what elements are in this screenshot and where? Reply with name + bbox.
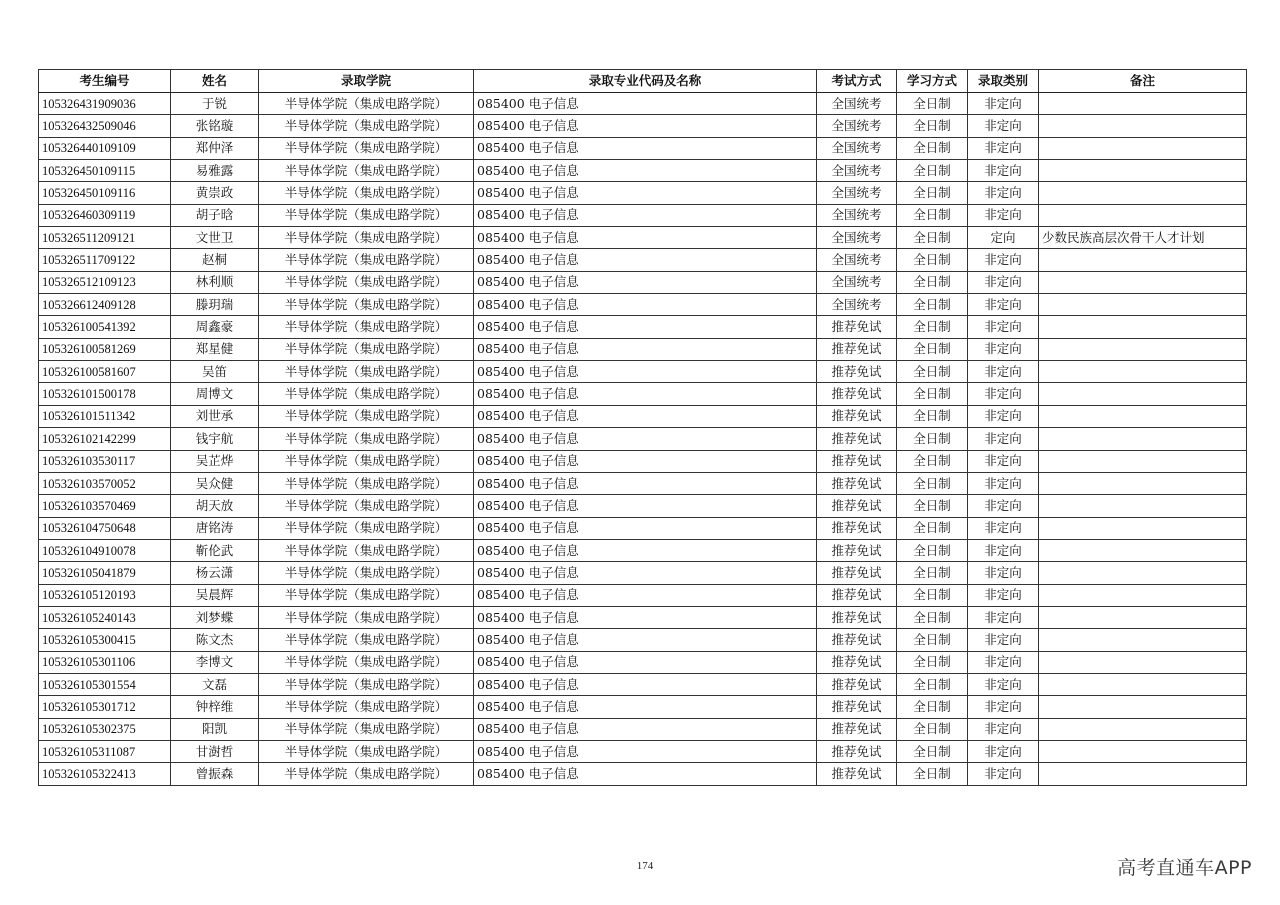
cell-major: 085400 电子信息 <box>474 539 817 561</box>
cell-study-mode: 全日制 <box>897 227 968 249</box>
cell-name: 吴众健 <box>171 472 259 494</box>
cell-category: 非定向 <box>968 629 1039 651</box>
cell-category: 非定向 <box>968 763 1039 785</box>
cell-candidate-id: 105326431909036 <box>39 93 171 115</box>
cell-study-mode: 全日制 <box>897 763 968 785</box>
table-row <box>39 517 1247 539</box>
cell-exam-mode: 全国统考 <box>817 93 897 115</box>
cell-category: 非定向 <box>968 383 1039 405</box>
table-row <box>39 472 1247 494</box>
cell-candidate-id: 105326103570052 <box>39 472 171 494</box>
cell-candidate-id: 105326100581607 <box>39 361 171 383</box>
cell-category: 非定向 <box>968 673 1039 695</box>
cell-school: 半导体学院（集成电路学院） <box>259 294 474 316</box>
cell-name: 林利顺 <box>171 271 259 293</box>
cell-study-mode: 全日制 <box>897 160 968 182</box>
cell-study-mode: 全日制 <box>897 115 968 137</box>
cell-study-mode: 全日制 <box>897 316 968 338</box>
cell-major: 085400 电子信息 <box>474 651 817 673</box>
cell-remarks <box>1039 316 1247 338</box>
cell-major: 085400 电子信息 <box>474 718 817 740</box>
cell-exam-mode: 推荐免试 <box>817 718 897 740</box>
cell-category: 非定向 <box>968 517 1039 539</box>
cell-major: 085400 电子信息 <box>474 294 817 316</box>
cell-name: 文磊 <box>171 673 259 695</box>
table-row <box>39 383 1247 405</box>
cell-major: 085400 电子信息 <box>474 182 817 204</box>
cell-exam-mode: 推荐免试 <box>817 517 897 539</box>
cell-school: 半导体学院（集成电路学院） <box>259 629 474 651</box>
cell-school: 半导体学院（集成电路学院） <box>259 740 474 762</box>
cell-major: 085400 电子信息 <box>474 204 817 226</box>
cell-study-mode: 全日制 <box>897 338 968 360</box>
cell-category: 非定向 <box>968 93 1039 115</box>
cell-category: 非定向 <box>968 249 1039 271</box>
cell-study-mode: 全日制 <box>897 450 968 472</box>
cell-remarks <box>1039 673 1247 695</box>
cell-name: 杨云潇 <box>171 562 259 584</box>
cell-school: 半导体学院（集成电路学院） <box>259 562 474 584</box>
cell-study-mode: 全日制 <box>897 495 968 517</box>
cell-candidate-id: 105326105300415 <box>39 629 171 651</box>
cell-school: 半导体学院（集成电路学院） <box>259 338 474 360</box>
cell-category: 非定向 <box>968 651 1039 673</box>
cell-school: 半导体学院（集成电路学院） <box>259 673 474 695</box>
cell-name: 靳伦武 <box>171 539 259 561</box>
table-row <box>39 718 1247 740</box>
cell-remarks <box>1039 450 1247 472</box>
cell-study-mode: 全日制 <box>897 249 968 271</box>
cell-school: 半导体学院（集成电路学院） <box>259 115 474 137</box>
cell-candidate-id: 105326105041879 <box>39 562 171 584</box>
cell-major: 085400 电子信息 <box>474 562 817 584</box>
cell-candidate-id: 105326450109115 <box>39 160 171 182</box>
cell-school: 半导体学院（集成电路学院） <box>259 93 474 115</box>
header-study-mode: 学习方式 <box>897 70 968 93</box>
cell-school: 半导体学院（集成电路学院） <box>259 450 474 472</box>
cell-name: 胡天放 <box>171 495 259 517</box>
cell-major: 085400 电子信息 <box>474 472 817 494</box>
cell-candidate-id: 105326432509046 <box>39 115 171 137</box>
cell-candidate-id: 105326102142299 <box>39 428 171 450</box>
table-row <box>39 361 1247 383</box>
cell-school: 半导体学院（集成电路学院） <box>259 718 474 740</box>
cell-name: 钱宇航 <box>171 428 259 450</box>
cell-name: 阳凯 <box>171 718 259 740</box>
cell-study-mode: 全日制 <box>897 718 968 740</box>
cell-study-mode: 全日制 <box>897 673 968 695</box>
cell-name: 黄崇政 <box>171 182 259 204</box>
cell-exam-mode: 推荐免试 <box>817 361 897 383</box>
cell-major: 085400 电子信息 <box>474 763 817 785</box>
header-candidate-id: 考生编号 <box>39 70 171 93</box>
cell-category: 非定向 <box>968 718 1039 740</box>
cell-name: 陈文杰 <box>171 629 259 651</box>
cell-study-mode: 全日制 <box>897 294 968 316</box>
cell-major: 085400 电子信息 <box>474 673 817 695</box>
cell-remarks <box>1039 495 1247 517</box>
cell-name: 甘澍哲 <box>171 740 259 762</box>
cell-school: 半导体学院（集成电路学院） <box>259 249 474 271</box>
cell-school: 半导体学院（集成电路学院） <box>259 651 474 673</box>
cell-major: 085400 电子信息 <box>474 696 817 718</box>
cell-study-mode: 全日制 <box>897 562 968 584</box>
cell-exam-mode: 全国统考 <box>817 137 897 159</box>
header-major: 录取专业代码及名称 <box>474 70 817 93</box>
cell-name: 周博文 <box>171 383 259 405</box>
table-row <box>39 338 1247 360</box>
cell-major: 085400 电子信息 <box>474 740 817 762</box>
cell-major: 085400 电子信息 <box>474 160 817 182</box>
cell-major: 085400 电子信息 <box>474 383 817 405</box>
cell-category: 非定向 <box>968 740 1039 762</box>
cell-school: 半导体学院（集成电路学院） <box>259 584 474 606</box>
cell-category: 非定向 <box>968 294 1039 316</box>
cell-candidate-id: 105326100541392 <box>39 316 171 338</box>
cell-category: 非定向 <box>968 606 1039 628</box>
table-row <box>39 405 1247 427</box>
cell-major: 085400 电子信息 <box>474 115 817 137</box>
cell-school: 半导体学院（集成电路学院） <box>259 696 474 718</box>
cell-name: 滕玥瑞 <box>171 294 259 316</box>
cell-category: 非定向 <box>968 115 1039 137</box>
table-row <box>39 696 1247 718</box>
cell-name: 易雅露 <box>171 160 259 182</box>
table-row <box>39 651 1247 673</box>
cell-remarks <box>1039 249 1247 271</box>
cell-school: 半导体学院（集成电路学院） <box>259 517 474 539</box>
cell-remarks <box>1039 696 1247 718</box>
table-row <box>39 428 1247 450</box>
cell-name: 吴芷烨 <box>171 450 259 472</box>
cell-name: 周鑫豪 <box>171 316 259 338</box>
cell-remarks <box>1039 294 1247 316</box>
cell-exam-mode: 全国统考 <box>817 249 897 271</box>
cell-remarks <box>1039 361 1247 383</box>
cell-major: 085400 电子信息 <box>474 450 817 472</box>
header-category: 录取类别 <box>968 70 1039 93</box>
cell-major: 085400 电子信息 <box>474 405 817 427</box>
cell-remarks <box>1039 271 1247 293</box>
cell-school: 半导体学院（集成电路学院） <box>259 271 474 293</box>
cell-exam-mode: 推荐免试 <box>817 405 897 427</box>
cell-name: 郑星健 <box>171 338 259 360</box>
cell-candidate-id: 105326103570469 <box>39 495 171 517</box>
table-row <box>39 629 1247 651</box>
header-name: 姓名 <box>171 70 259 93</box>
cell-candidate-id: 105326101511342 <box>39 405 171 427</box>
cell-study-mode: 全日制 <box>897 584 968 606</box>
cell-name: 刘梦蝶 <box>171 606 259 628</box>
cell-study-mode: 全日制 <box>897 93 968 115</box>
cell-study-mode: 全日制 <box>897 137 968 159</box>
header-school: 录取学院 <box>259 70 474 93</box>
cell-candidate-id: 105326105302375 <box>39 718 171 740</box>
table-row <box>39 763 1247 785</box>
table-row <box>39 160 1247 182</box>
cell-category: 非定向 <box>968 472 1039 494</box>
cell-remarks <box>1039 338 1247 360</box>
cell-study-mode: 全日制 <box>897 182 968 204</box>
cell-study-mode: 全日制 <box>897 361 968 383</box>
cell-name: 曾振森 <box>171 763 259 785</box>
cell-major: 085400 电子信息 <box>474 428 817 450</box>
cell-candidate-id: 105326101500178 <box>39 383 171 405</box>
cell-candidate-id: 105326460309119 <box>39 204 171 226</box>
cell-exam-mode: 全国统考 <box>817 115 897 137</box>
cell-category: 非定向 <box>968 405 1039 427</box>
cell-exam-mode: 全国统考 <box>817 271 897 293</box>
cell-major: 085400 电子信息 <box>474 517 817 539</box>
cell-study-mode: 全日制 <box>897 651 968 673</box>
cell-school: 半导体学院（集成电路学院） <box>259 606 474 628</box>
cell-remarks <box>1039 115 1247 137</box>
cell-remarks <box>1039 763 1247 785</box>
table-row <box>39 115 1247 137</box>
cell-exam-mode: 推荐免试 <box>817 673 897 695</box>
cell-exam-mode: 推荐免试 <box>817 629 897 651</box>
cell-exam-mode: 推荐免试 <box>817 338 897 360</box>
cell-school: 半导体学院（集成电路学院） <box>259 383 474 405</box>
cell-study-mode: 全日制 <box>897 629 968 651</box>
cell-exam-mode: 全国统考 <box>817 204 897 226</box>
cell-remarks <box>1039 204 1247 226</box>
cell-category: 非定向 <box>968 316 1039 338</box>
cell-name: 吴笛 <box>171 361 259 383</box>
cell-candidate-id: 105326105322413 <box>39 763 171 785</box>
cell-major: 085400 电子信息 <box>474 629 817 651</box>
cell-candidate-id: 105326105301106 <box>39 651 171 673</box>
cell-major: 085400 电子信息 <box>474 93 817 115</box>
cell-study-mode: 全日制 <box>897 383 968 405</box>
cell-remarks <box>1039 718 1247 740</box>
cell-remarks <box>1039 517 1247 539</box>
cell-study-mode: 全日制 <box>897 271 968 293</box>
cell-remarks <box>1039 606 1247 628</box>
cell-name: 胡子晗 <box>171 204 259 226</box>
cell-study-mode: 全日制 <box>897 539 968 561</box>
cell-category: 非定向 <box>968 182 1039 204</box>
cell-study-mode: 全日制 <box>897 517 968 539</box>
table-row <box>39 294 1247 316</box>
table-row <box>39 495 1247 517</box>
table-row <box>39 137 1247 159</box>
cell-candidate-id: 105326103530117 <box>39 450 171 472</box>
table-row <box>39 316 1247 338</box>
cell-major: 085400 电子信息 <box>474 271 817 293</box>
cell-remarks <box>1039 629 1247 651</box>
cell-candidate-id: 105326105240143 <box>39 606 171 628</box>
cell-name: 郑仲泽 <box>171 137 259 159</box>
cell-candidate-id: 105326105311087 <box>39 740 171 762</box>
cell-study-mode: 全日制 <box>897 204 968 226</box>
cell-school: 半导体学院（集成电路学院） <box>259 182 474 204</box>
cell-exam-mode: 推荐免试 <box>817 651 897 673</box>
cell-major: 085400 电子信息 <box>474 316 817 338</box>
cell-name: 张铭璇 <box>171 115 259 137</box>
cell-remarks <box>1039 562 1247 584</box>
cell-exam-mode: 推荐免试 <box>817 562 897 584</box>
cell-candidate-id: 105326100581269 <box>39 338 171 360</box>
table-body <box>39 93 1247 786</box>
cell-major: 085400 电子信息 <box>474 584 817 606</box>
table-row <box>39 539 1247 561</box>
cell-name: 于锐 <box>171 93 259 115</box>
cell-category: 非定向 <box>968 562 1039 584</box>
header-exam-mode: 考试方式 <box>817 70 897 93</box>
cell-remarks <box>1039 584 1247 606</box>
cell-candidate-id: 105326105301554 <box>39 673 171 695</box>
watermark-logo-text: 高考直通车APP <box>1117 857 1252 879</box>
cell-candidate-id: 105326450109116 <box>39 182 171 204</box>
cell-school: 半导体学院（集成电路学院） <box>259 763 474 785</box>
cell-candidate-id: 105326104750648 <box>39 517 171 539</box>
cell-remarks <box>1039 383 1247 405</box>
cell-candidate-id: 105326105301712 <box>39 696 171 718</box>
table-row <box>39 450 1247 472</box>
cell-exam-mode: 推荐免试 <box>817 428 897 450</box>
cell-major: 085400 电子信息 <box>474 137 817 159</box>
cell-category: 非定向 <box>968 450 1039 472</box>
cell-candidate-id: 105326105120193 <box>39 584 171 606</box>
cell-major: 085400 电子信息 <box>474 606 817 628</box>
cell-category: 非定向 <box>968 160 1039 182</box>
cell-category: 非定向 <box>968 495 1039 517</box>
cell-category: 非定向 <box>968 271 1039 293</box>
cell-study-mode: 全日制 <box>897 606 968 628</box>
cell-exam-mode: 推荐免试 <box>817 740 897 762</box>
cell-study-mode: 全日制 <box>897 696 968 718</box>
cell-name: 刘世承 <box>171 405 259 427</box>
cell-remarks <box>1039 182 1247 204</box>
table-row <box>39 227 1247 249</box>
cell-exam-mode: 推荐免试 <box>817 472 897 494</box>
table-header-row <box>39 70 1247 93</box>
header-remarks: 备注 <box>1039 70 1247 93</box>
cell-candidate-id: 105326512109123 <box>39 271 171 293</box>
table-row <box>39 93 1247 115</box>
table-row <box>39 562 1247 584</box>
cell-remarks <box>1039 740 1247 762</box>
cell-school: 半导体学院（集成电路学院） <box>259 160 474 182</box>
cell-candidate-id: 105326612409128 <box>39 294 171 316</box>
cell-school: 半导体学院（集成电路学院） <box>259 204 474 226</box>
cell-category: 非定向 <box>968 696 1039 718</box>
cell-candidate-id: 105326511709122 <box>39 249 171 271</box>
cell-school: 半导体学院（集成电路学院） <box>259 137 474 159</box>
cell-candidate-id: 105326511209121 <box>39 227 171 249</box>
cell-school: 半导体学院（集成电路学院） <box>259 472 474 494</box>
table-row <box>39 271 1247 293</box>
table-row <box>39 606 1247 628</box>
cell-study-mode: 全日制 <box>897 740 968 762</box>
cell-exam-mode: 推荐免试 <box>817 450 897 472</box>
cell-remarks <box>1039 428 1247 450</box>
cell-category: 非定向 <box>968 204 1039 226</box>
cell-name: 吴晨辉 <box>171 584 259 606</box>
cell-remarks <box>1039 137 1247 159</box>
cell-remarks: 少数民族高层次骨干人才计划 <box>1039 227 1247 249</box>
cell-exam-mode: 推荐免试 <box>817 696 897 718</box>
cell-category: 非定向 <box>968 361 1039 383</box>
admission-table <box>38 69 1247 786</box>
table-row <box>39 673 1247 695</box>
cell-exam-mode: 全国统考 <box>817 182 897 204</box>
cell-category: 非定向 <box>968 428 1039 450</box>
cell-study-mode: 全日制 <box>897 428 968 450</box>
cell-major: 085400 电子信息 <box>474 249 817 271</box>
cell-exam-mode: 推荐免试 <box>817 539 897 561</box>
cell-school: 半导体学院（集成电路学院） <box>259 405 474 427</box>
cell-name: 钟梓维 <box>171 696 259 718</box>
cell-category: 非定向 <box>968 338 1039 360</box>
cell-candidate-id: 105326104910078 <box>39 539 171 561</box>
table-row <box>39 584 1247 606</box>
cell-candidate-id: 105326440109109 <box>39 137 171 159</box>
cell-exam-mode: 推荐免试 <box>817 316 897 338</box>
table-row <box>39 204 1247 226</box>
cell-school: 半导体学院（集成电路学院） <box>259 539 474 561</box>
cell-name: 唐铭涛 <box>171 517 259 539</box>
table-row <box>39 182 1247 204</box>
cell-category: 非定向 <box>968 539 1039 561</box>
cell-major: 085400 电子信息 <box>474 495 817 517</box>
cell-name: 李博文 <box>171 651 259 673</box>
cell-remarks <box>1039 93 1247 115</box>
cell-category: 非定向 <box>968 584 1039 606</box>
cell-exam-mode: 推荐免试 <box>817 383 897 405</box>
cell-name: 赵桐 <box>171 249 259 271</box>
cell-exam-mode: 全国统考 <box>817 227 897 249</box>
cell-school: 半导体学院（集成电路学院） <box>259 361 474 383</box>
cell-name: 文世卫 <box>171 227 259 249</box>
cell-school: 半导体学院（集成电路学院） <box>259 495 474 517</box>
cell-remarks <box>1039 651 1247 673</box>
cell-study-mode: 全日制 <box>897 472 968 494</box>
cell-exam-mode: 推荐免试 <box>817 584 897 606</box>
cell-category: 非定向 <box>968 137 1039 159</box>
cell-exam-mode: 全国统考 <box>817 294 897 316</box>
cell-exam-mode: 全国统考 <box>817 160 897 182</box>
cell-exam-mode: 推荐免试 <box>817 495 897 517</box>
table-row <box>39 740 1247 762</box>
cell-school: 半导体学院（集成电路学院） <box>259 316 474 338</box>
cell-school: 半导体学院（集成电路学院） <box>259 227 474 249</box>
cell-remarks <box>1039 160 1247 182</box>
cell-major: 085400 电子信息 <box>474 361 817 383</box>
cell-remarks <box>1039 472 1247 494</box>
cell-exam-mode: 推荐免试 <box>817 763 897 785</box>
table-row <box>39 249 1247 271</box>
cell-study-mode: 全日制 <box>897 405 968 427</box>
cell-major: 085400 电子信息 <box>474 338 817 360</box>
cell-exam-mode: 推荐免试 <box>817 606 897 628</box>
cell-school: 半导体学院（集成电路学院） <box>259 428 474 450</box>
cell-remarks <box>1039 405 1247 427</box>
page-number: 174 <box>636 860 654 872</box>
cell-major: 085400 电子信息 <box>474 227 817 249</box>
cell-remarks <box>1039 539 1247 561</box>
cell-category: 定向 <box>968 227 1039 249</box>
